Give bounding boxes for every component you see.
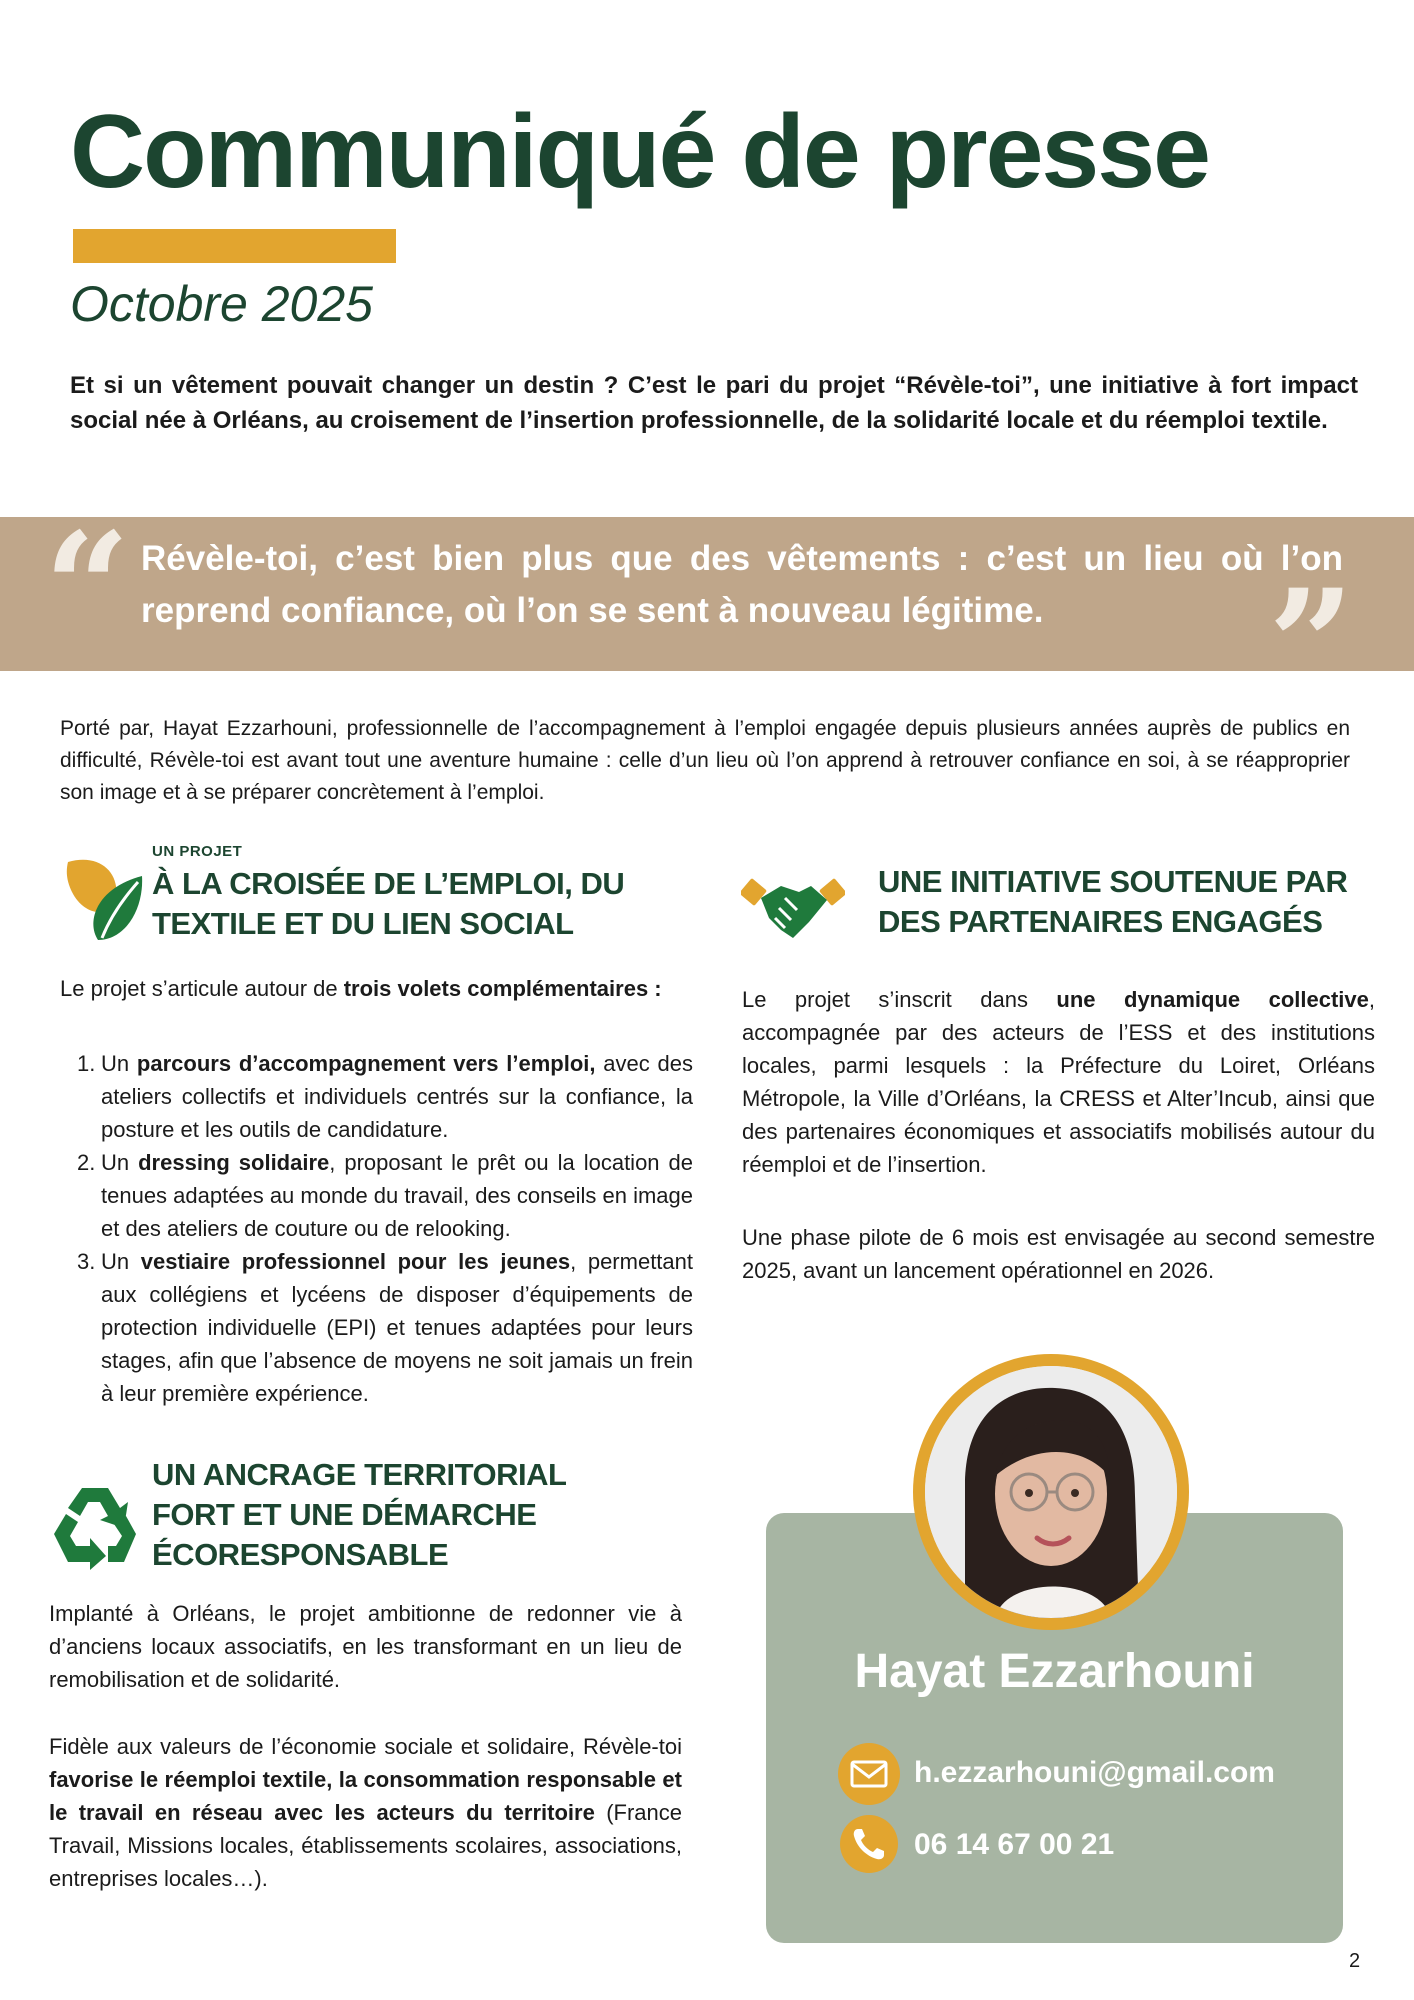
section1-heading <box>152 864 712 944</box>
list-item <box>60 1047 693 1146</box>
recycle-icon <box>50 1484 140 1572</box>
list-item-text: , proposant le prêt ou la location de tenues adaptées au monde du travail, des conseils en image et des ateliers de couture ou de relooking. <box>101 1150 693 1241</box>
section3-paragraph2-bold: favorise le réemploi textile, la consommation responsable et le travail en réseau avec les acteurs du territoire <box>49 1767 682 1825</box>
intro-paragraph: Et si un vêtement pouvait changer un destin ? C’est le pari du projet “Révèle-toi”, une initiative à fort impact social née à Orléans, au croisement de l’insertion professionnelle, de la solidarité locale et du réemploi textile. <box>70 372 1358 434</box>
section2-heading-line1: UNE INITIATIVE SOUTENUE PAR <box>878 864 1348 899</box>
list-item-text: Un <box>101 1249 141 1274</box>
open-quote-icon: “ <box>44 500 131 676</box>
contact-phone-link[interactable]: 06 14 67 00 21 <box>914 1828 1115 1861</box>
section1-kicker: UN PROJET <box>152 843 243 860</box>
leaf-icon <box>62 848 146 944</box>
section3-heading-line3: ÉCORESPONSABLE <box>152 1537 449 1572</box>
list-item-text: Un <box>101 1150 139 1175</box>
publication-date: Octobre 2025 <box>70 276 373 332</box>
section1-intro-plain: Le projet s’articule autour de <box>60 976 344 1001</box>
list-item-text: avec des ateliers collectifs et individuels centrés sur la confiance, la posture et les outils de candidature. <box>101 1051 693 1142</box>
section3-paragraph1: Implanté à Orléans, le projet ambitionne de redonner vie à d’anciens locaux associatifs, en les transformant en un lieu de remobilisation et de solidarité. <box>49 1601 682 1692</box>
section2-paragraph1-text: , accompagnée par des acteurs de l’ESS et des institutions locales, parmi lesquels : la Préfecture du Loiret, Orléans Métropole, la Ville d’Orléans, la CRESS et Alter’Incub, ainsi que des partenaires économiques et associatifs mobilisés autour du réemploi et de l’insertion. <box>742 987 1376 1177</box>
section2-paragraph2: Une phase pilote de 6 mois est envisagée au second semestre 2025, avant un lancement opérationnel en 2026. <box>742 1225 1375 1283</box>
quote-text: Révèle-toi, c’est bien plus que des vêtements : c’est un lieu où l’on reprend confiance, où l’on se sent à nouveau légitime. <box>141 539 1343 630</box>
lead-paragraph: Porté par, Hayat Ezzarhouni, professionnelle de l’accompagnement à l’emploi engagée depuis plusieurs années auprès de publics en difficulté, Révèle-toi est avant tout une aventure humaine : celle d’un lieu où l’on apprend à retrouver confiance en soi, à se réapproprier son image et à se préparer concrètement à l’emploi. <box>60 717 1350 804</box>
contact-name: Hayat Ezzarhouni <box>854 1645 1255 1698</box>
list-item-bold: parcours d’accompagnement vers l’emploi, <box>136 1051 596 1076</box>
section2-heading-line2: DES PARTENAIRES ENGAGÉS <box>878 904 1323 939</box>
section2-paragraph1-text: Le projet s’inscrit dans <box>742 987 1057 1012</box>
title-accent-bar <box>73 229 396 263</box>
list-item-bold: dressing solidaire <box>138 1150 330 1175</box>
section3-heading-line2: FORT ET UNE DÉMARCHE <box>152 1497 537 1532</box>
list-item-number: 3. <box>77 1249 96 1274</box>
phone-glyph <box>840 1815 898 1873</box>
mail-icon <box>838 1743 900 1805</box>
section2-paragraph1 <box>742 983 1375 1181</box>
list-item-number: 2. <box>77 1150 96 1175</box>
list-item-bold: vestiaire professionnel pour les jeunes <box>140 1249 571 1274</box>
section1-heading-line1: À LA CROISÉE DE L’EMPLOI, DU <box>152 866 625 901</box>
list-item-text: Un <box>101 1051 137 1076</box>
contact-email-link[interactable]: h.ezzarhouni@gmail.com <box>914 1756 1275 1789</box>
section3-heading <box>152 1455 712 1575</box>
list-item-text: , permettant aux collégiens et lycéens de disposer d’équipements de protection individuelle (EPI) et tenues adaptées pour leurs stages, afin que l’absence de moyens ne soit jamais un frein à leur première expérience. <box>101 1249 694 1406</box>
page-number: 2 <box>1349 1950 1361 1972</box>
section3-paragraph2-text: Fidèle aux valeurs de l’économie sociale et solidaire, Révèle-toi <box>49 1734 682 1759</box>
handshake-icon <box>741 872 845 946</box>
section1-intro <box>60 972 693 1005</box>
list-item <box>60 1245 693 1410</box>
section1-heading-line2: TEXTILE ET DU LIEN SOCIAL <box>152 906 574 941</box>
avatar-portrait <box>925 1366 1177 1618</box>
section2-heading <box>878 862 1398 942</box>
page-title: Communiqué de presse <box>70 94 1209 210</box>
section3-paragraph2-text: (France Travail, Missions locales, établissements scolaires, associations, entreprises locales…). <box>49 1800 682 1891</box>
pillars-list <box>60 1047 693 1410</box>
phone-icon <box>840 1815 898 1873</box>
section3-paragraph2 <box>49 1730 682 1895</box>
list-item-number: 1. <box>77 1051 96 1076</box>
list-item <box>60 1146 693 1245</box>
close-quote-icon: ” <box>1268 557 1355 733</box>
section1-intro-bold: trois volets complémentaires : <box>343 976 662 1001</box>
section3-heading-line1: UN ANCRAGE TERRITORIAL <box>152 1457 567 1492</box>
section2-paragraph1-bold: une dynamique collective <box>1056 987 1369 1012</box>
mail-glyph <box>838 1743 900 1805</box>
avatar <box>925 1366 1177 1618</box>
